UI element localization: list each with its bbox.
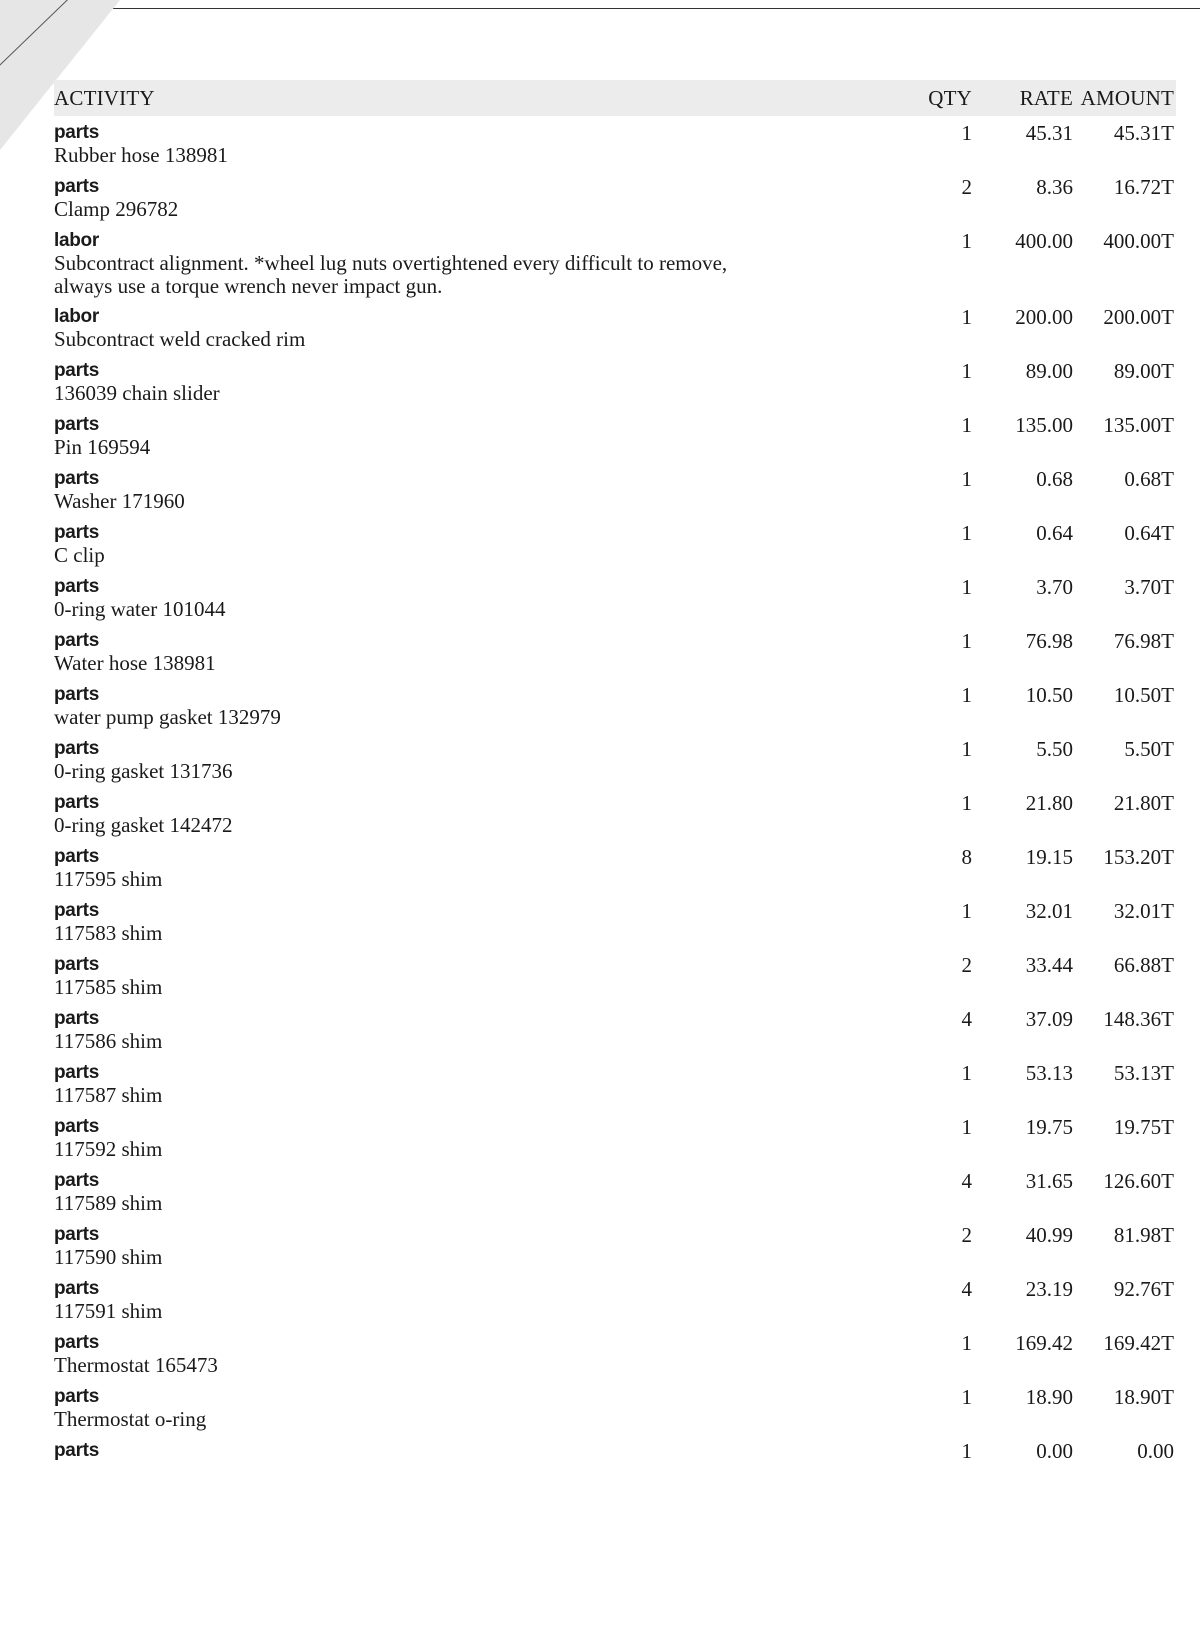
item-type: parts bbox=[54, 1116, 99, 1137]
item-type: parts bbox=[54, 1440, 99, 1461]
item-description: 117585 shim bbox=[54, 975, 163, 999]
rate-cell: 200.00 bbox=[1015, 305, 1073, 329]
item-type: parts bbox=[54, 176, 99, 197]
rate-cell: 3.70 bbox=[1036, 575, 1073, 599]
item-type: parts bbox=[54, 738, 99, 759]
qty-cell: 4 bbox=[961, 1277, 972, 1301]
item-description: C clip bbox=[54, 543, 105, 567]
item-type: parts bbox=[54, 122, 99, 143]
activity-cell bbox=[54, 734, 852, 783]
item-type: parts bbox=[54, 1332, 99, 1353]
item-type: parts bbox=[54, 630, 99, 651]
item-description: 117583 shim bbox=[54, 921, 163, 945]
qty-cell: 1 bbox=[961, 1061, 972, 1085]
rate-cell: 0.00 bbox=[1036, 1439, 1073, 1463]
table-row bbox=[54, 1436, 1176, 1490]
item-description: 117591 shim bbox=[54, 1299, 163, 1323]
item-type: parts bbox=[54, 1170, 99, 1191]
activity-cell bbox=[54, 518, 852, 567]
rate-cell: 33.44 bbox=[1025, 953, 1073, 977]
activity-cell bbox=[54, 896, 852, 945]
table-row bbox=[54, 626, 1176, 680]
page-top-rule bbox=[100, 8, 1200, 9]
qty-cell: 1 bbox=[961, 121, 972, 145]
activity-cell bbox=[54, 1058, 852, 1107]
rate-cell: 8.36 bbox=[1036, 175, 1073, 199]
rate-cell: 19.75 bbox=[1025, 1115, 1073, 1139]
rate-cell: 37.09 bbox=[1025, 1007, 1073, 1031]
amount-cell: 21.80T bbox=[1113, 791, 1174, 815]
item-type: parts bbox=[54, 360, 99, 381]
table-row bbox=[54, 734, 1176, 788]
qty-cell: 2 bbox=[961, 1223, 972, 1247]
table-row bbox=[54, 1004, 1176, 1058]
item-type: parts bbox=[54, 468, 99, 489]
amount-cell: 148.36T bbox=[1103, 1007, 1174, 1031]
activity-cell bbox=[54, 680, 852, 729]
item-description: 136039 chain slider bbox=[54, 381, 220, 405]
activity-cell bbox=[54, 302, 852, 351]
table-row bbox=[54, 302, 1176, 356]
table-row bbox=[54, 896, 1176, 950]
table-header bbox=[54, 80, 1176, 116]
amount-cell: 89.00T bbox=[1113, 359, 1174, 383]
rate-cell: 0.64 bbox=[1036, 521, 1073, 545]
item-description: 117589 shim bbox=[54, 1191, 163, 1215]
qty-cell: 1 bbox=[961, 575, 972, 599]
qty-cell: 1 bbox=[961, 359, 972, 383]
amount-cell: 18.90T bbox=[1113, 1385, 1174, 1409]
activity-cell bbox=[54, 1328, 852, 1377]
amount-cell: 153.20T bbox=[1103, 845, 1174, 869]
table-row bbox=[54, 572, 1176, 626]
activity-cell bbox=[54, 172, 852, 221]
invoice-activity-table bbox=[54, 80, 1176, 1490]
rate-cell: 19.15 bbox=[1025, 845, 1073, 869]
activity-cell bbox=[54, 1436, 852, 1462]
activity-cell bbox=[54, 1382, 852, 1431]
amount-cell: 3.70T bbox=[1124, 575, 1174, 599]
table-row bbox=[54, 1274, 1176, 1328]
qty-cell: 1 bbox=[961, 791, 972, 815]
rate-cell: 400.00 bbox=[1015, 229, 1073, 253]
item-type: parts bbox=[54, 954, 99, 975]
activity-cell bbox=[54, 572, 852, 621]
amount-cell: 135.00T bbox=[1103, 413, 1174, 437]
item-type: parts bbox=[54, 414, 99, 435]
amount-cell: 16.72T bbox=[1113, 175, 1174, 199]
table-row bbox=[54, 410, 1176, 464]
item-description: Thermostat o-ring bbox=[54, 1407, 207, 1431]
table-row bbox=[54, 842, 1176, 896]
item-description: 117590 shim bbox=[54, 1245, 163, 1269]
item-type: parts bbox=[54, 522, 99, 543]
activity-cell bbox=[54, 1004, 852, 1053]
item-description: Water hose 138981 bbox=[54, 651, 216, 675]
item-description: Clamp 296782 bbox=[54, 197, 179, 221]
amount-cell: 126.60T bbox=[1103, 1169, 1174, 1193]
item-description: 0-ring gasket 131736 bbox=[54, 759, 233, 783]
item-type: parts bbox=[54, 576, 99, 597]
rate-cell: 0.68 bbox=[1036, 467, 1073, 491]
header-qty: QTY bbox=[928, 85, 972, 110]
table-row bbox=[54, 118, 1176, 172]
item-type: parts bbox=[54, 1386, 99, 1407]
qty-cell: 1 bbox=[961, 1115, 972, 1139]
rate-cell: 18.90 bbox=[1025, 1385, 1073, 1409]
rate-cell: 53.13 bbox=[1025, 1061, 1073, 1085]
item-description: Washer 171960 bbox=[54, 489, 185, 513]
item-description: Pin 169594 bbox=[54, 435, 151, 459]
table-row bbox=[54, 680, 1176, 734]
amount-cell: 66.88T bbox=[1113, 953, 1174, 977]
table-row bbox=[54, 1220, 1176, 1274]
amount-cell: 45.31T bbox=[1113, 121, 1174, 145]
amount-cell: 200.00T bbox=[1103, 305, 1174, 329]
item-description: 117595 shim bbox=[54, 867, 163, 891]
rate-cell: 32.01 bbox=[1025, 899, 1073, 923]
amount-cell: 0.68T bbox=[1124, 467, 1174, 491]
activity-cell bbox=[54, 1112, 852, 1161]
table-row bbox=[54, 950, 1176, 1004]
qty-cell: 1 bbox=[961, 1439, 972, 1463]
activity-cell bbox=[54, 1220, 852, 1269]
item-type: labor bbox=[54, 306, 99, 327]
item-type: parts bbox=[54, 1062, 99, 1083]
activity-cell bbox=[54, 464, 852, 513]
qty-cell: 2 bbox=[961, 175, 972, 199]
rate-cell: 23.19 bbox=[1025, 1277, 1073, 1301]
activity-cell bbox=[54, 842, 852, 891]
activity-cell bbox=[54, 626, 852, 675]
qty-cell: 1 bbox=[961, 521, 972, 545]
table-row bbox=[54, 356, 1176, 410]
activity-cell bbox=[54, 1274, 852, 1323]
item-type: parts bbox=[54, 1278, 99, 1299]
amount-cell: 53.13T bbox=[1113, 1061, 1174, 1085]
table-row bbox=[54, 1112, 1176, 1166]
qty-cell: 1 bbox=[961, 899, 972, 923]
table-row bbox=[54, 1058, 1176, 1112]
table-row bbox=[54, 172, 1176, 226]
item-description: 117592 shim bbox=[54, 1137, 163, 1161]
amount-cell: 81.98T bbox=[1113, 1223, 1174, 1247]
rate-cell: 5.50 bbox=[1036, 737, 1073, 761]
amount-cell: 92.76T bbox=[1113, 1277, 1174, 1301]
item-description: Subcontract alignment. *wheel lug nuts overtightened every difficult to remove, always use a torque wrench never impact gun. bbox=[54, 251, 728, 298]
table-row bbox=[54, 788, 1176, 842]
item-type: parts bbox=[54, 900, 99, 921]
rate-cell: 169.42 bbox=[1015, 1331, 1073, 1355]
amount-cell: 400.00T bbox=[1103, 229, 1174, 253]
table-row bbox=[54, 464, 1176, 518]
qty-cell: 1 bbox=[961, 467, 972, 491]
amount-cell: 19.75T bbox=[1113, 1115, 1174, 1139]
activity-cell bbox=[54, 950, 852, 999]
rate-cell: 45.31 bbox=[1025, 121, 1073, 145]
table-row bbox=[54, 518, 1176, 572]
item-description: water pump gasket 132979 bbox=[54, 705, 281, 729]
amount-cell: 5.50T bbox=[1124, 737, 1174, 761]
qty-cell: 1 bbox=[961, 629, 972, 653]
table-row bbox=[54, 1328, 1176, 1382]
qty-cell: 1 bbox=[961, 1331, 972, 1355]
qty-cell: 4 bbox=[961, 1007, 972, 1031]
amount-cell: 0.00 bbox=[1137, 1439, 1174, 1463]
item-type: parts bbox=[54, 1008, 99, 1029]
item-description: 0-ring gasket 142472 bbox=[54, 813, 233, 837]
rate-cell: 135.00 bbox=[1015, 413, 1073, 437]
item-type: parts bbox=[54, 1224, 99, 1245]
activity-cell bbox=[54, 226, 852, 298]
rate-cell: 76.98 bbox=[1025, 629, 1073, 653]
qty-cell: 1 bbox=[961, 683, 972, 707]
qty-cell: 1 bbox=[961, 305, 972, 329]
amount-cell: 76.98T bbox=[1113, 629, 1174, 653]
amount-cell: 0.64T bbox=[1124, 521, 1174, 545]
rate-cell: 31.65 bbox=[1025, 1169, 1073, 1193]
qty-cell: 1 bbox=[961, 1385, 972, 1409]
qty-cell: 1 bbox=[961, 737, 972, 761]
table-row bbox=[54, 1382, 1176, 1436]
rate-cell: 40.99 bbox=[1025, 1223, 1073, 1247]
header-amount: AMOUNT bbox=[1080, 85, 1174, 110]
item-type: parts bbox=[54, 684, 99, 705]
item-type: parts bbox=[54, 846, 99, 867]
activity-cell bbox=[54, 356, 852, 405]
header-activity: ACTIVITY bbox=[54, 85, 155, 110]
activity-cell bbox=[54, 118, 852, 167]
item-description: 117586 shim bbox=[54, 1029, 163, 1053]
amount-cell: 169.42T bbox=[1103, 1331, 1174, 1355]
qty-cell: 1 bbox=[961, 413, 972, 437]
table-row bbox=[54, 1166, 1176, 1220]
activity-cell bbox=[54, 1166, 852, 1215]
qty-cell: 8 bbox=[961, 845, 972, 869]
rate-cell: 10.50 bbox=[1025, 683, 1073, 707]
amount-cell: 10.50T bbox=[1113, 683, 1174, 707]
item-description: 0-ring water 101044 bbox=[54, 597, 226, 621]
activity-cell bbox=[54, 788, 852, 837]
item-description: 117587 shim bbox=[54, 1083, 163, 1107]
qty-cell: 1 bbox=[961, 229, 972, 253]
header-rate: RATE bbox=[1019, 85, 1073, 110]
rate-cell: 89.00 bbox=[1025, 359, 1073, 383]
rate-cell: 21.80 bbox=[1025, 791, 1073, 815]
item-description: Thermostat 165473 bbox=[54, 1353, 218, 1377]
qty-cell: 4 bbox=[961, 1169, 972, 1193]
activity-cell bbox=[54, 410, 852, 459]
table-row bbox=[54, 226, 1176, 302]
qty-cell: 2 bbox=[961, 953, 972, 977]
item-description: Subcontract weld cracked rim bbox=[54, 327, 306, 351]
amount-cell: 32.01T bbox=[1113, 899, 1174, 923]
table-body bbox=[54, 116, 1176, 1490]
item-description: Rubber hose 138981 bbox=[54, 143, 228, 167]
item-type: labor bbox=[54, 230, 99, 251]
item-type: parts bbox=[54, 792, 99, 813]
